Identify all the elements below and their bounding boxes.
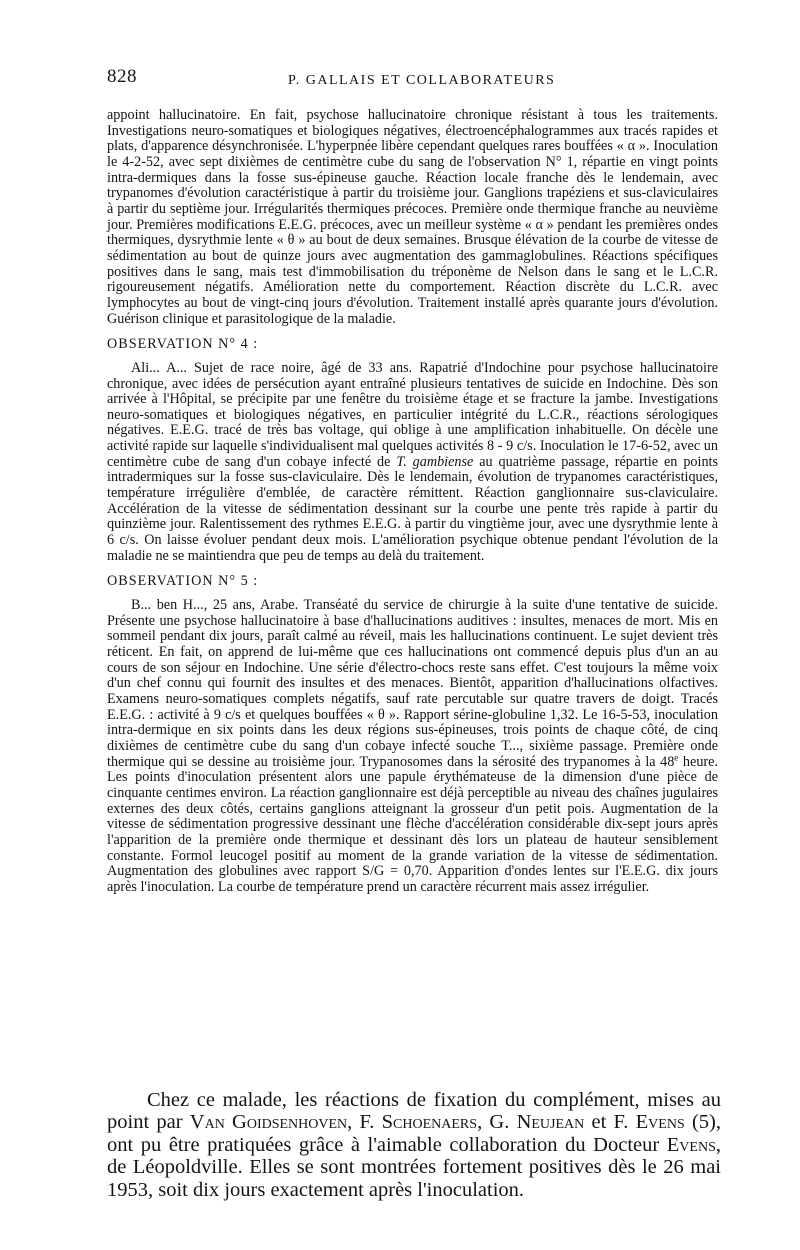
observation-4-text-a: Ali... A... Sujet de race noire, âgé de 33 ans. Rapatrié d'Indochine pour psychose hallucinatoire chronique, avec idées de persécution ayant entraîné plusieurs tentatives de suicide en Indochine. Dès son arrivée à l'Hôpital, se précipite par une fenêtre du troisième étage et se fracture la jambe. Investigations neuro-somatiques et biologiques négatives, en particulier intégrité du L.C.R., réactions sérologiques négatives. E.E.G. tracé de très bas voltage, qui oblige à une amplification inhabituelle. On décèle une activité rapide sur laquelle s'individualisent mal quelques activités 8 - 9 c/s. Inoculation le 17-6-52, avec un centimètre cube de sang d'un cobaye infecté de (107, 359, 718, 470)
observation-4-paragraph (107, 361, 718, 565)
page-number: 828 (107, 66, 137, 87)
closing-text-4: et F. (584, 1111, 636, 1134)
body-text (107, 108, 718, 896)
closing-text-1: Chez ce malade, les réactions de fixation du complément, mises au point par (107, 1088, 721, 1134)
closing-text-6: , de Léopoldville. Elles se sont montrées fortement positives dès le 26 mai 1953, soit dix jours exactement après l'inoculation. (107, 1133, 721, 1201)
closing-text-3: , G. (477, 1111, 517, 1134)
observation-5-text-a: B... ben H..., 25 ans, Arabe. Transéaté du service de chirurgie à la suite d'une tentative de suicide. Présente une psychose hallucinatoire à base d'hallucinations auditives : insultes, menaces de mort. Mis en sommeil pendant dix jours, paraît calmé au réveil, mais les hallucinations continuent. Le sujet devient très réticent. En fait, on apprend de lui-même que ces hallucinations ont commencé depuis plus d'un an au cours de son séjour en Indochine. Une série d'électro-chocs reste sans effet. C'est toujours la même voix d'un chef connu qui fournit des insultes et des menaces. Bientôt, apparition d'hallucinations olfactives. Examens neuro-somatiques complets négatifs, sauf rate percutable sur quatre travers de doigt. Tracés E.E.G. : activité à 9 c/s et quelques bouffées « θ ». Rapport sérine-globuline 1,32. Le 16-5-53, inoculation intra-dermique en six points dans les deux régions sus-épineuses, trois points de chaque côté, de cinq dixièmes de centimètre cube du sang d'un cobaye infecté souche T..., sixième passage. Première onde thermique qui se dessine au troisième jour. Trypanosomes dans la sérosité des trypanomes à la 48 (107, 597, 718, 770)
author-name-3: Neujean (516, 1111, 585, 1134)
closing-text-5: (5), ont pu être pratiquées grâce à l'aimable collaboration du Docteur (107, 1111, 721, 1156)
closing-text-2: , F. (347, 1111, 382, 1134)
author-name-1: Van Goidsenhoven (189, 1111, 348, 1134)
observation-4-text-b: au quatrième passage, répartie en points intradermiques sur la fosse sus-claviculaire. Dès le lendemain, évolution de trypanomes caractéristiques, température irrégulière d'emblée, de caractère rémittent. Réaction ganglionnaire sus-claviculaire. Accélération de la vitesse de sédimentation dessinant sur la courbe une pente très rapide à partir du quinzième jour. Ralentissement des rythmes E.E.G. à partir du vingtième jour, avec une dysrythmie lente à 6 c/s. On laisse évoluer pendant deux mois. L'amélioration psychique obtenue pendant l'évolution de la maladie ne se maintiendra que peu de temps au delà du traitement. (107, 453, 719, 564)
observation-5-paragraph (107, 598, 718, 895)
author-name-4: Evens (635, 1111, 685, 1134)
author-name-5: Evens (666, 1133, 716, 1156)
closing-paragraph (107, 1089, 721, 1202)
superscript-e: e (674, 751, 679, 762)
author-name-2: Schoenaers (381, 1111, 478, 1134)
observation-4-heading: OBSERVATION N° 4 : (107, 336, 259, 353)
observation-5-heading: OBSERVATION N° 5 : (107, 573, 259, 590)
species-name: T. gambiense (396, 453, 474, 470)
observation-5-text-b: heure. Les points d'inoculation présentent alors une papule érythémateuse de la dimension d'une pièce de cinquante centimes environ. La réaction ganglionnaire est déjà perceptible au niveau des chaînes jugulaires externes des deux côtés, certains ganglions atteignant la grosseur d'un petit pois. Augmentation de la vitesse de sédimentation progressive dessinant une flèche d'accélération considérable dix-sept jours après l'apparition de la première onde thermique et dessinant dès lors un plateau de hauteur sensiblement constante. Formol leucogel positif au moment de la grande variation de la vitesse de sédimentation. Augmentation des globulines avec rapport S/G = 0,70. Apparition d'ondes lentes sur l'E.E.G. dix jours après l'inoculation. La courbe de température prend un caractère récurrent mais assez irrégulier. (107, 753, 718, 895)
running-title: P. GALLAIS ET COLLABORATEURS (288, 73, 556, 88)
continued-paragraph: appoint hallucinatoire. En fait, psychose hallucinatoire chronique résistant à tous les traitements. Investigations neuro-somatiques et biologiques négatives, électroencéphalogrammes aux tracés rapides et plats, d'apparence désynchronisée. L'hyperpnée libère cependant quelques rares bouffées « α ». Inoculation le 4-2-52, avec sept dixièmes de centimètre cube du sang de l'observation N° 1, répartie en vingt points intra-dermiques dans la fosse sus-épineuse gauche. Réaction locale franche dès le lendemain, avec trypanomes d'évolution caractéristique à partir du troisième jour. Ganglions trapéziens et sus-claviculaires à partir du septième jour. Irrégularités thermiques précoces. Première onde thermique franche au neuvième jour. Premières modifications E.E.G. précoces, avec un meilleur système « α » pendant les premières ondes thermiques, dysrythmie lente « θ » au bout de deux semaines. Brusque élévation de la courbe de vitesse de sédimentation au bout de quinze jours avec augmentation des gammaglobulines. Réactions spécifiques positives dans le sang, mais test d'immobilisation du tréponème de Nelson dans le sang et le L.C.R. rigoureusement négatifs. Amélioration nette du comportement. Réaction discrète du L.C.R. avec lymphocytes au bout de vingt-cinq jours d'évolution. Traitement installé après quarante jours d'évolution. Guérison clinique et parasitologique de la maladie. (107, 107, 718, 327)
